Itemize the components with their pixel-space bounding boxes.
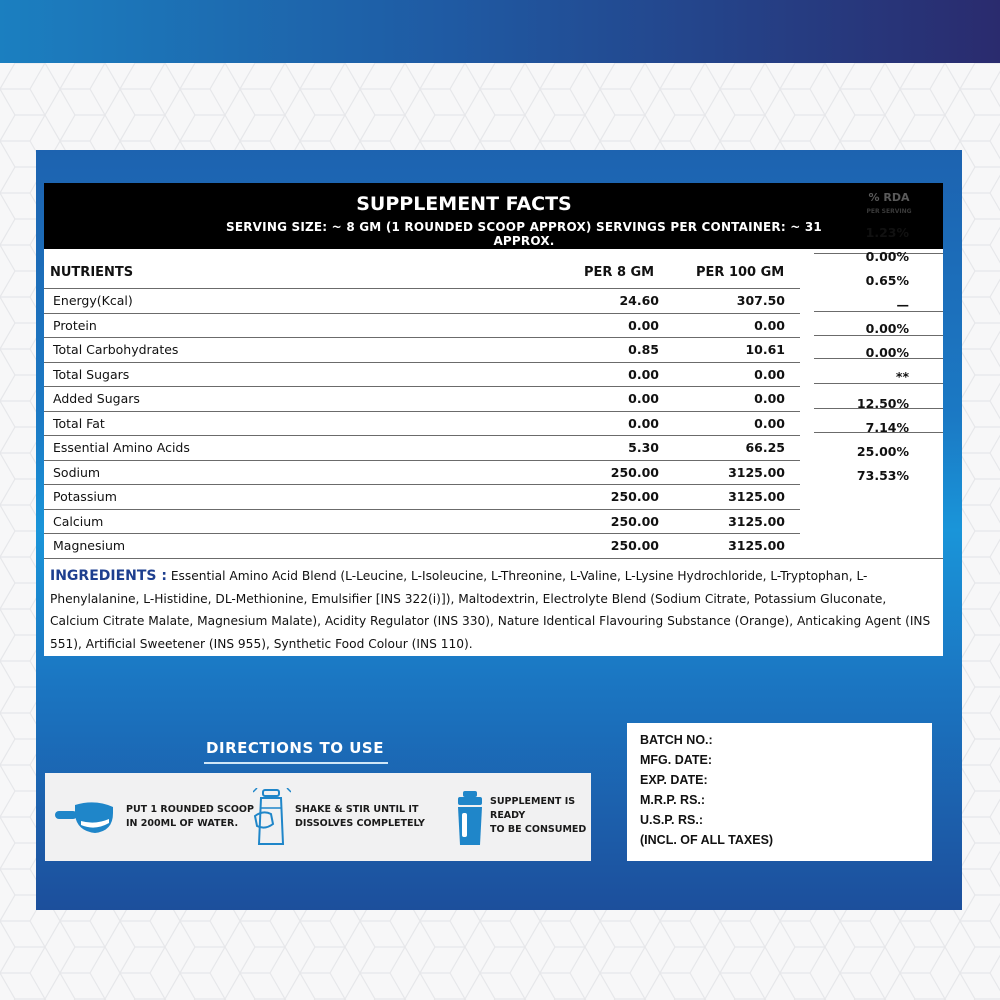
table-row [44, 313, 800, 337]
step-2-text [295, 803, 425, 831]
mrp-label: M.R.P. RS.: [640, 793, 706, 807]
value-per-8gm: 0.00 [628, 317, 659, 333]
scoop-icon [55, 791, 117, 843]
top-gradient-bar [0, 0, 1000, 63]
rda-value: 0.00% [865, 249, 909, 264]
nutrient-name: Potassium [53, 489, 117, 504]
nutrient-name: Total Carbohydrates [53, 342, 179, 357]
batch-info-box [627, 723, 932, 861]
value-per-100gm: 3125.00 [728, 489, 785, 504]
mfg-date-label: MFG. DATE: [640, 753, 712, 767]
nutrient-name: Added Sugars [53, 391, 140, 406]
nutrient-name: Magnesium [53, 538, 126, 553]
value-per-100gm: 0.00 [754, 391, 785, 406]
facts-header [44, 183, 943, 249]
table-row [44, 386, 800, 410]
nutrient-name: Total Sugars [53, 366, 130, 382]
nutrient-name: Energy(Kcal) [53, 293, 133, 308]
step-2-line-2: DISSOLVES COMPLETELY [295, 818, 425, 829]
table-row [44, 435, 800, 459]
directions-box [45, 773, 591, 861]
table-row [44, 288, 800, 312]
value-per-100gm: 3125.00 [728, 538, 785, 553]
value-per-8gm: 0.00 [628, 415, 659, 431]
rda-value: 73.53% [856, 468, 909, 483]
value-per-100gm: 307.50 [736, 293, 785, 308]
step-2-line-1: SHAKE & STIR UNTIL IT [295, 804, 419, 815]
ingredients-block [50, 565, 938, 655]
column-header-per-100gm: PER 100 GM [696, 265, 785, 280]
column-header-per-8gm: PER 8 GM [584, 265, 655, 280]
value-per-8gm: 24.60 [619, 293, 659, 308]
rda-value: 0.65% [865, 273, 909, 288]
rda-value: 0.00% [865, 321, 909, 336]
rda-value: 25.00% [856, 444, 909, 459]
shaker-bottle-icon [455, 791, 485, 847]
tax-note-label: (INCL. OF ALL TAXES) [640, 833, 774, 847]
rda-column [814, 183, 943, 563]
value-per-100gm: 66.25 [745, 440, 785, 455]
ingredients-label: INGREDIENTS : [50, 568, 167, 584]
value-per-100gm: 0.00 [754, 415, 785, 431]
rda-value: 1.23% [865, 225, 909, 240]
table-bottom-rule [44, 558, 943, 559]
directions-underline [204, 762, 388, 764]
step-3-line-3: TO BE CONSUMED [490, 824, 587, 835]
value-per-100gm: 3125.00 [728, 513, 785, 529]
value-per-100gm: 10.61 [745, 342, 785, 357]
step-3-text [490, 795, 586, 837]
table-row [44, 362, 800, 386]
value-per-8gm: 0.00 [628, 391, 659, 406]
table-row [44, 411, 800, 435]
directions-title: DIRECTIONS TO USE [206, 739, 384, 757]
nutrient-name: Calcium [53, 513, 104, 529]
shaker-hand-icon [253, 788, 291, 850]
exp-date-label: EXP. DATE: [640, 773, 708, 787]
rda-header: % RDA [868, 191, 910, 204]
rda-value: ** [895, 369, 909, 384]
table-row [44, 533, 800, 557]
table-row [44, 460, 800, 484]
value-per-8gm: 250.00 [610, 538, 659, 553]
value-per-8gm: 250.00 [610, 489, 659, 504]
facts-title: SUPPLEMENT FACTS [356, 193, 572, 215]
supplement-facts-table [44, 183, 943, 656]
nutrient-name: Protein [53, 317, 97, 333]
rda-value: 7.14% [865, 420, 909, 435]
column-header-nutrients: NUTRIENTS [50, 265, 134, 280]
rda-subheader: PER SERVING [866, 208, 912, 215]
value-per-100gm: 0.00 [754, 317, 785, 333]
rda-value: 12.50% [856, 396, 909, 411]
nutrient-name: Essential Amino Acids [53, 440, 190, 455]
value-per-8gm: 250.00 [610, 513, 659, 529]
serving-size-text: SERVING SIZE: ~ 8 GM (1 ROUNDED SCOOP APPROX) SERVINGS PER CONTAINER: ~ 31 APPROX. [226, 220, 822, 248]
nutrient-name: Sodium [53, 464, 101, 480]
nutrient-name: Total Fat [53, 415, 105, 431]
table-row [44, 484, 800, 508]
rda-value: — [896, 297, 909, 312]
table-row [44, 337, 800, 361]
value-per-8gm: 0.00 [628, 366, 659, 382]
step-3-line-2: READY [490, 810, 526, 821]
rda-value: 0.00% [865, 345, 909, 360]
value-per-8gm: 5.30 [628, 440, 659, 455]
step-3-line-1: SUPPLEMENT IS [490, 796, 576, 807]
batch-number-label: BATCH NO.: [640, 733, 713, 747]
step-1-text [126, 803, 254, 831]
usp-label: U.S.P. RS.: [640, 813, 703, 827]
step-1-line-1: PUT 1 ROUNDED SCOOP [126, 804, 254, 815]
value-per-8gm: 0.85 [628, 342, 659, 357]
value-per-100gm: 0.00 [754, 366, 785, 382]
ingredients-text: Essential Amino Acid Blend (L-Leucine, L-Isoleucine, L-Threonine, L-Valine, L-Lysine Hydrochloride, L-Tryptophan, L-Phenylalanine, L-Histidine, DL-Methionine, Emulsifier [INS 322(i)]), Maltodextrin, Electrolyte Blend (Sodium Citrate, Potassium Gluconate, Calcium Citrate Malate, Magnesium Malate), Acidity Regulator (INS 330), Nature Identical Flavouring Substance (Orange), Anticaking Agent (INS 551), Artificial Sweetener (INS 955), Synthetic Food Colour (INS 110). [50, 569, 931, 651]
value-per-100gm: 3125.00 [728, 464, 785, 480]
step-1-line-2: IN 200ML OF WATER. [126, 818, 239, 829]
value-per-8gm: 250.00 [610, 464, 659, 480]
table-row [44, 509, 800, 533]
